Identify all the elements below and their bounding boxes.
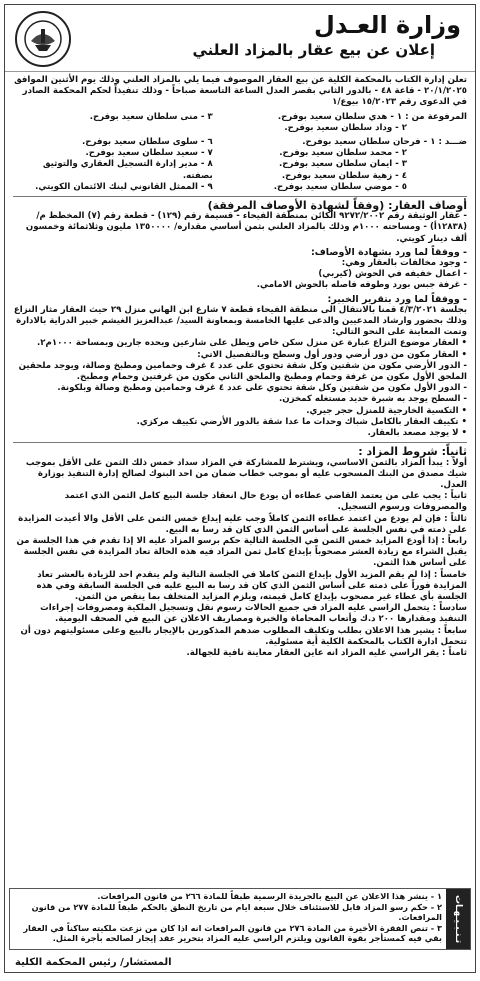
plaintiff-item: ٢ - وداد سلطان سعيد بوفرح.	[284, 122, 407, 133]
term-label: ثالثاً :	[444, 513, 467, 524]
signature: المستشار/ رئيس المحكمة الكلية	[15, 957, 172, 968]
term-label: ثانياً :	[444, 491, 467, 502]
notice-body	[5, 72, 475, 659]
expert-item: • لا يوجد مصعد بالعقار.	[367, 428, 467, 439]
plaintiff-item: ١ - هدي سلطان سعيد بوفرح.	[277, 111, 403, 122]
term-item	[13, 458, 467, 492]
expert-item: - الدور الأرضي مكون من شقتين وكل شقة تحتوي على عدد ٤ غرف وحمامين ومطبخ وصالة، ويوجد ملحقين الملحق الأول مكون من غرفة وحمام ومطبخ والملحق الثاني مكون من غرفتين وحمام ومطبخ.	[18, 360, 467, 383]
expert-item: • التكسية الخارجية للمنزل حجر جيري.	[306, 405, 467, 416]
auction-notice	[4, 4, 476, 973]
defendant-item: ٨ - مدير إدارة التسجيل العقاري والتوثيق بصفته.	[42, 159, 213, 181]
defendant-item: ٣ - ايمان سلطان سعيد بوفرح.	[279, 159, 407, 170]
term-text: يبدأ المزاد بالثمن الاساسي، ويشترط للمشاركة في المزاد سداد خمس ذلك الثمن على الأقل بموجب شيك مصدق من البنك المسحوب عليه أو بموجب خطاب ضمان من احد البنوك لصالح إدارة التنفيذ بوزارة العدل.	[25, 457, 467, 490]
description-title: أوصاف العقار: (وفقاً لشهادة الأوصاف المرفقة)	[207, 199, 467, 213]
term-label: رابعاً :	[441, 535, 467, 546]
notes-body	[10, 889, 446, 949]
defendants-label: ضـــد :	[438, 137, 467, 148]
notice-subtitle: إعلان عن بيع عقار بالمزاد العلني	[192, 41, 435, 59]
defendant-item: ٩ - الممثل القانوني لبنك الائتمان الكويتي.	[35, 181, 213, 192]
term-text: يشير هذا الاعلان بطلب وتكليف المطلوب ضدهم المذكورين بالإيجار بالبيع وعلى مسئوليتهم دون أن تتحمل ادارة الكتاب بالمحكمة الكلية أية مسئولية.	[20, 625, 467, 647]
term-text: يقر الراسي عليه المزاد انه عاين العقار معاينة نافية للجهالة.	[186, 647, 440, 658]
divider	[13, 196, 467, 197]
defendant-item: ٧ - سعيد سلطان سعيد بوفرح.	[85, 148, 213, 159]
note-item: ٣ - تنص الفقرة الأخيرة من المادة ٢٧٦ من قانون المرافعات انه اذا كان من نزعت ملكيته ساكناً في العقار بقي فيه كمستأجر بقوة القانون ويلتزم الراسي عليه المزاد بتحرير عقد إيجار لصالحه بأجرة المثل.	[23, 922, 442, 944]
term-item	[13, 514, 467, 536]
plaintiffs-block	[13, 112, 467, 134]
expert-text: بجلسة ٤/٣/٢٠٢١ قمنا بالانتقال الى منطقة الفيحاء قطعة ٧ شارع ابن الهاني منزل ٢٩ حيث العقار مثار النزاع وذلك بحضور وارشاد المدعيين والدعى عليها الخامسة وبمعاونة السيد/ عبدالعزيز الغيشم خبير الدراية بالادارة وتمت المعاينة على النحو التالي:	[13, 304, 467, 338]
expert-item: - الدور الأول مكون من شقتين وكل شقة تحتوي على عدد ٤ غرف وحمامين ومطبخ وصالة وبلكونة.	[57, 383, 467, 394]
expert-title: - ووفقاً لما ورد بتقرير الخبير:	[327, 293, 467, 305]
certificate-item: - غرفة جبس بورد وطوفه فاصله بالحوش الامامي.	[256, 280, 467, 291]
certificate-item: - اعمال خفيفه في الحوش (كيربي)	[318, 269, 467, 280]
term-item	[13, 648, 467, 659]
term-item	[13, 603, 467, 625]
plaintiffs-label: المرفوعة من :	[405, 111, 467, 122]
certificate-title: - ووفقاً لما ورد بشهادة الأوصاف:	[310, 246, 467, 258]
divider	[13, 442, 467, 443]
terms-title: ثانياً: شروط المزاد :	[358, 445, 467, 459]
intro-text: تعلن إدارة الكتاب بالمحكمة الكلية عن بيع العقار الموصوف فيما يلي بالمزاد العلني وذلك يوم الأثنين الموافق ٢٠/١/٢٠٢٥ - قاعة ٤٨ - بالدور الثاني بقصر العدل الساعة التاسعة صباحاً - وذلك تنفيذاً لحكم المحكمة الصادر في الدعوى رقم ١٥/٢٠٢٣ بيوع/١	[14, 75, 467, 108]
term-item	[13, 570, 467, 604]
expert-item: - السطح يوجد به شبرة حديد مستغله كمخزن.	[279, 394, 467, 405]
term-text: فإن لم يودع من اعتمد عطاءه الثمن كاملاً وجب عليه إيداع خمس الثمن على الأقل والا أعيدت المزايدة على ذمته في نفس الجلسة على أساس الثمن الذي كان قد رسا به البيع.	[18, 513, 467, 535]
note-item: ٢ - حكم رسو المزاد قابل للاستئناف خلال سبعة ايام من تاريخ النطق بالحكم طبقاً للمادة ٢٧٧ من قانون المرافعات.	[31, 901, 442, 923]
term-item	[13, 536, 467, 570]
term-label: سابعاً :	[437, 625, 467, 636]
term-text: إذا أودع المزايد خمس الثمن في الجلسة التالية حكم برسو المزاد عليه الا إذا تقدم في هذا الجلسة من يقبل الشراء مع زيادة العشر مصحوباً بإيداع كامل ثمن المزاد فيه هذه الحالة تعاد المزايدة في نفس الجلسة على أساس هذا الثمن.	[16, 535, 467, 569]
terms-list	[13, 458, 467, 660]
notes-box	[9, 888, 471, 950]
defendant-item: ٦ - سلوى سلطان سعيد بوفرح.	[82, 137, 213, 148]
defendants-block	[13, 137, 467, 193]
defendant-item: ١ - فرحان سلطان سعيد بوفرح.	[302, 137, 436, 148]
certificate-item: - وجود مخالفات بالعقار وهي:	[341, 258, 467, 269]
term-text: يجب على من يعتمد القاضي عطاءه أن يودع حال انعقاد جلسة البيع كامل الثمن الذي اعتمد والمصروفات ورسوم التسجيل.	[64, 491, 467, 513]
defendant-item: ٢ - محمد سلطان سعيد بوفرح.	[279, 148, 407, 159]
defendant-item: ٥ - موضي سلطان سعيد بوفرح.	[273, 181, 407, 192]
note-item: ١ - ينشر هذا الاعلان عن البيع بالجريدة الرسمية طبقاً للمادة ٢٦٦ من قانون المرافعات.	[97, 891, 442, 901]
term-label: ثامناً :	[442, 647, 467, 658]
term-label: خامساً :	[433, 569, 467, 580]
term-label: سادساً :	[432, 603, 467, 614]
term-text: إذا لم يقم المزيد الأول بإيداع الثمن كاملا في الجلسة التالية ولم يتقدم احد للزيادة بالعشر تعاد المزايدة فوراً على ذمته على أساس الثمن الذي كان قد رسا به البيع عليه في الجلسة السابقة وفي هذه الجلسة بأي عطاء غير مصحوب بإيداع كامل قيمته، ويلزم المزايد المتخلف بما ينقص من الثمن.	[36, 569, 467, 602]
expert-item: • العقار مكون من دور أرضي ودور أول وسطح وبالتفصيل الاتي:	[197, 349, 467, 360]
defendant-item: ٤ - زهية سلطان سعيد بوفرح.	[281, 170, 407, 181]
term-label: أولاً :	[445, 457, 467, 468]
plaintiff-item: ٣ - منى سلطان سعيد بوفرح.	[89, 111, 213, 122]
term-item	[13, 491, 467, 513]
description-text: - عقار الوثيقة رقم ٩٢٧٢/٢٠٠٢ الكائن بمنطقة الفيحاء - قسيمة رقم (١٢٩) - قطعة رقم (٧) المخطط م/ (١٢٨٣٨أ) - ومساحته ١٠٠٠م وذلك بالمزاد العلني بثمن أساسي مقداره/ ١٣٥٠٠٠٠ مليون وثلاثمائة وخمسون ألف دينار كويتي.	[25, 211, 467, 244]
kuwait-emblem-icon	[15, 11, 71, 67]
expert-item: • تكييف العقار بالكامل شباك وحدات ما عدا شقة بالدور الأرضي تكييف مركزي.	[136, 416, 467, 427]
expert-item: • العقار موضوع النزاع عبارة عن منزل سكن خاص ويطل على شارعين ويحده جارين وبمساحة ١٠٠٠م٢.	[37, 338, 467, 349]
notes-side-label: تـنـبـيـهـات	[446, 889, 470, 949]
term-text: يتحمل الراسي عليه المزاد في جميع الحالات رسوم نقل وتسجيل الملكية ومصروفات إجراءات التنفيذ ومقدارها ٢٠٠ د.ك وأتعاب المحاماة والخبرة ومصاريف الاعلان عن البيع في الصحف اليومية.	[40, 603, 467, 625]
header	[5, 5, 475, 72]
term-item	[13, 626, 467, 648]
ministry-title: وزارة العـدل	[314, 11, 461, 39]
